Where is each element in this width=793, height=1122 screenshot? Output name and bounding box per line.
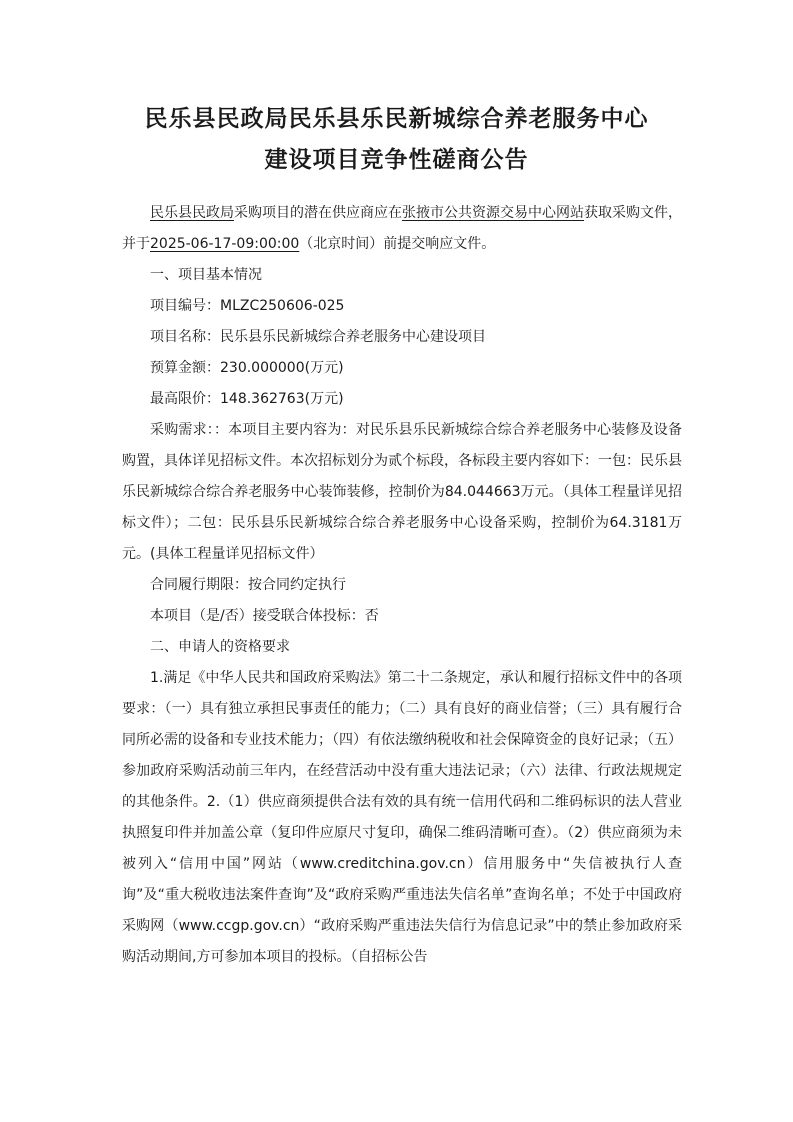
document-body	[122, 198, 682, 973]
procurement-requirements: 采购需求：：本项目主要内容为：对民乐县乐民新城综合综合养老服务中心装修及设备购置，具体详见招标文件。本次招标划分为贰个标段，各标段主要内容如下：一包：民乐县乐民新城综合综合养老服务中心装饰装修，控制价为84.044663万元。（具体工程量详见招标文件）；二包：民乐县乐民新城综合综合养老服务中心设备采购，控制价为64.3181万元。(具体工程量详见招标文件）	[122, 422, 682, 562]
intro-text-3: （北京时间）前提交响应文件。	[299, 236, 496, 252]
max-price: 最高限价：148.362763(万元)	[150, 391, 344, 407]
deadline: 2025-06-17-09:00:00	[150, 236, 300, 252]
contract-period: 合同履行期限：按合同约定执行	[150, 577, 346, 593]
project-name: 项目名称：民乐县乐民新城综合养老服务中心建设项目	[150, 329, 486, 345]
budget-amount: 预算金额：230.000000(万元)	[150, 360, 344, 376]
qualification-requirements: 1.满足《中华人民共和国政府采购法》第二十二条规定，承认和履行招标文件中的各项要求：（一）具有独立承担民事责任的能力；（二）具有良好的商业信誉；（三）具有履行合同所必需的设备和专业技术能力；（四）有依法缴纳税收和社会保障资金的良好记录；（五）参加政府采购活动前三年内，在经营活动中没有重大违法记录；（六）法律、行政法规规定的其他条件。2.（1）供应商须提供合法有效的具有统一信用代码和二维码标识的法人营业执照复印件并加盖公章（复印件应原尺寸复印，确保二维码清晰可查）。（2）供应商须为未被列入“信用中国”网站（www.creditchina.gov.cn）信用服务中“失信被执行人查询”及“重大税收违法案件查询”及“政府采购严重违法失信名单”查询名单；不处于中国政府采购网（www.ccgp.gov.cn）“政府采购严重违法失信行为信息记录”中的禁止参加政府采购活动期间,方可参加本项目的投标。（自招标公告	[122, 670, 682, 965]
intro-text-1: 采购项目的潜在供应商应在	[234, 205, 402, 221]
intro-text-2: 获取采购文件，并于	[122, 205, 682, 252]
section1-heading: 一、项目基本情况	[150, 267, 262, 283]
purchaser-name: 民乐县民政局	[150, 205, 234, 221]
document-title-line-1: 民乐县民政局民乐县乐民新城综合养老服务中心	[144, 105, 649, 132]
consortium-bidding: 本项目（是/否）接受联合体投标：否	[150, 608, 379, 624]
platform-name: 张掖市公共资源交易中心网站	[402, 205, 584, 221]
project-number: 项目编号：MLZC250606-025	[150, 298, 345, 314]
document-title-line-2: 建设项目竞争性磋商公告	[264, 146, 529, 173]
intro-paragraph	[122, 198, 682, 260]
section2-heading: 二、申请人的资格要求	[150, 639, 290, 655]
